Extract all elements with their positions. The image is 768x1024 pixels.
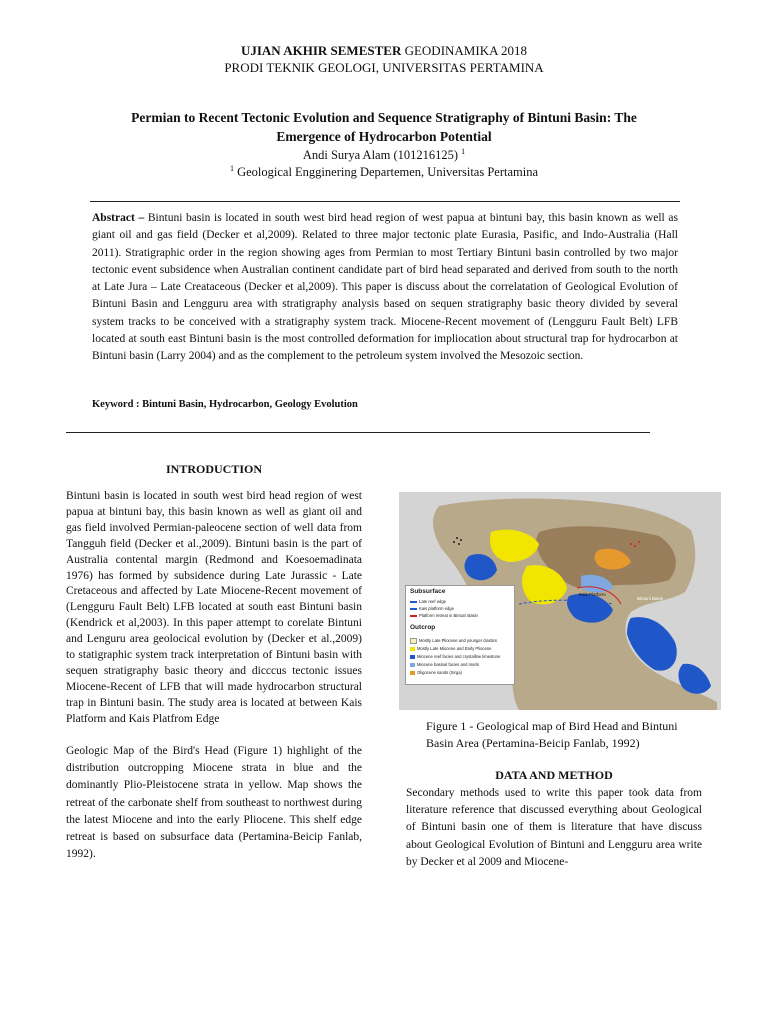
divider-bottom — [66, 432, 650, 433]
legend-line-icon — [410, 615, 417, 617]
legend-line-icon — [410, 608, 417, 610]
legend-subsurface-item: Late reef edge — [410, 599, 446, 604]
legend-outcrop-item: Mostly Late Miocene and Early Pliocene — [410, 646, 491, 651]
abstract-text: Bintuni basin is located in south west bird head region of west papua at bintuni bay, this basin known as well as giant oil and gas field (Decker et al,2009). Related to three major tectonic plate Eurasia, Pasific, and Indo-Australia (Hall 2011). Stratigraphic order in the region showing ages from Permian to most Tertiary Bintuni basin controlled by two major tectonic event subsidence when Australian continent candidate part of bird head separated and derived from south to the north at Late Jura – Late Creataceous (Decker et al,2009). This paper is discuss about the correlatation of Geological Evolution of Bintuni Basin and Lengguru area with stratigraphy analysis based on sequen stratigraphy basic theory divided by several system tracks to be conceived with a stratigraphy system track. Miocene-Recent movement of (Lengguru Fault Belt) LFB located at south east Bintuni basin is the most controlled deformation for impliocation about structural trap for hydrocarbon at Bintuni basin (Larry 2004) and as the complement to the petroleum system involved the Mesozoic section. — [92, 212, 678, 363]
affil-mark: 1 — [229, 164, 234, 173]
program-name: PRODI TEKNIK GEOLOGI, UNIVERSITAS PERTAMINA — [224, 60, 544, 75]
geological-map-figure — [399, 492, 721, 710]
caption-line-1: Figure 1 - Geological map of Bird Head and Bintuni — [426, 719, 678, 733]
abstract-label: Abstract – — [92, 212, 145, 224]
legend-outcrop-item: Miocene reef facies and crystalline limestone — [410, 654, 500, 659]
legend-swatch — [410, 663, 415, 667]
legend-swatch — [410, 655, 415, 659]
legend-swatch — [410, 638, 417, 644]
author-name: Andi Surya Alam (101216125) — [302, 148, 459, 163]
title-line-2: Emergence of Hydrocarbon Potential — [276, 129, 492, 144]
legend-swatch — [410, 647, 415, 651]
legend-swatch — [410, 671, 415, 675]
author-affil-mark: 1 — [461, 147, 466, 156]
course-name: GEODINAMIKA 2018 — [401, 43, 528, 58]
kais-platform-label: Kais Platform — [579, 592, 606, 597]
data-method-heading: DATA AND METHOD — [495, 768, 613, 782]
map-legend — [405, 585, 515, 685]
paper-title — [100, 108, 668, 146]
figure-caption — [426, 718, 726, 752]
introduction-paragraph-1: Bintuni basin is located in south west bird head region of west papua at bintuni bay, this basin known as well as giant oil and gas field involved Permian-paleocene section of well data from Tangguh field (Decker et al.,2009). Bintuni basin is the part of Australia contental margin (Redmond and Koesoemadinata 1976) has formed by subsidence during Late Jurassic - Late Cretaceous and affected by Late Miocene-Recent movement of (Lengguru Fault Belt) LFB located at south east Bintuni basin (Kendrick et al,2003). In this paper attempt to corelate Bintuni and Lenguru area geolocical evolution by (Decker et al.,2009) to statigraphic system track interpretation of Bintuni basin with sequen stratigraphy basic theory and dicccus tectonic issues Miocene-Recent of LFB that will made hydrocarbon structural trap in Bintuni basin. The study area is located at between Kais Platform and Kais Platfrom Edge — [66, 490, 362, 725]
legend-outcrop-item: Mostly Late Pliocene and younger clastics — [410, 638, 497, 644]
author-line — [0, 147, 768, 163]
introduction-paragraph-2: Geologic Map of the Bird's Head (Figure 1) highlight of the distribution outcropping Miocene strata in blue and the dominantly Plio-Pleistocene strata in yellow. Map shows the retreat of the carbonate shelf from southeast to northwest during the latest Miocene and into the early Pliocene. This shelf edge retreat is based on subsurface data (Pertamina-Beicip Fanlab, 1992). — [66, 745, 362, 861]
bintuni-basin-label: Bintuni Basin — [637, 596, 664, 601]
legend-line-icon — [410, 601, 417, 603]
data-method-paragraph: Secondary methods used to write this paper took data from literature reference that discussed everything about Geological of Bintuni basin one of them is literature that have discuss about Geological Evolution of Bintuni and Lengguru area write by Decker et al 2009 and Miocene- — [406, 787, 702, 868]
abstract — [92, 210, 678, 366]
legend-outcrop-title: Outcrop — [410, 624, 436, 631]
keywords: Keyword : Bintuni Basin, Hydrocarbon, Geology Evolution — [92, 399, 358, 410]
title-line-1: Permian to Recent Tectonic Evolution and Sequence Stratigraphy of Bintuni Basin: The — [131, 110, 637, 125]
legend-outcrop-item: Miocene basinal facies and marls — [410, 662, 479, 667]
exam-title: UJIAN AKHIR SEMESTER — [240, 43, 402, 58]
legend-subsurface-item: Platform retreat in Bintuni Basin — [410, 613, 478, 618]
caption-line-2: Basin Area (Pertamina-Beicip Fanlab, 1992) — [426, 736, 640, 750]
divider-top — [90, 201, 680, 202]
affiliation-line — [0, 164, 768, 180]
legend-subsurface-item: Kais platform edge — [410, 606, 454, 611]
legend-subsurface-title: Subsurface — [410, 588, 446, 595]
exam-header — [0, 43, 768, 59]
introduction-heading: INTRODUCTION — [165, 462, 262, 476]
legend-outcrop-item: Oligocene sands (Sirga) — [410, 670, 462, 675]
affiliation: Geological Engginering Departemen, Universitas Pertamina — [233, 165, 539, 180]
